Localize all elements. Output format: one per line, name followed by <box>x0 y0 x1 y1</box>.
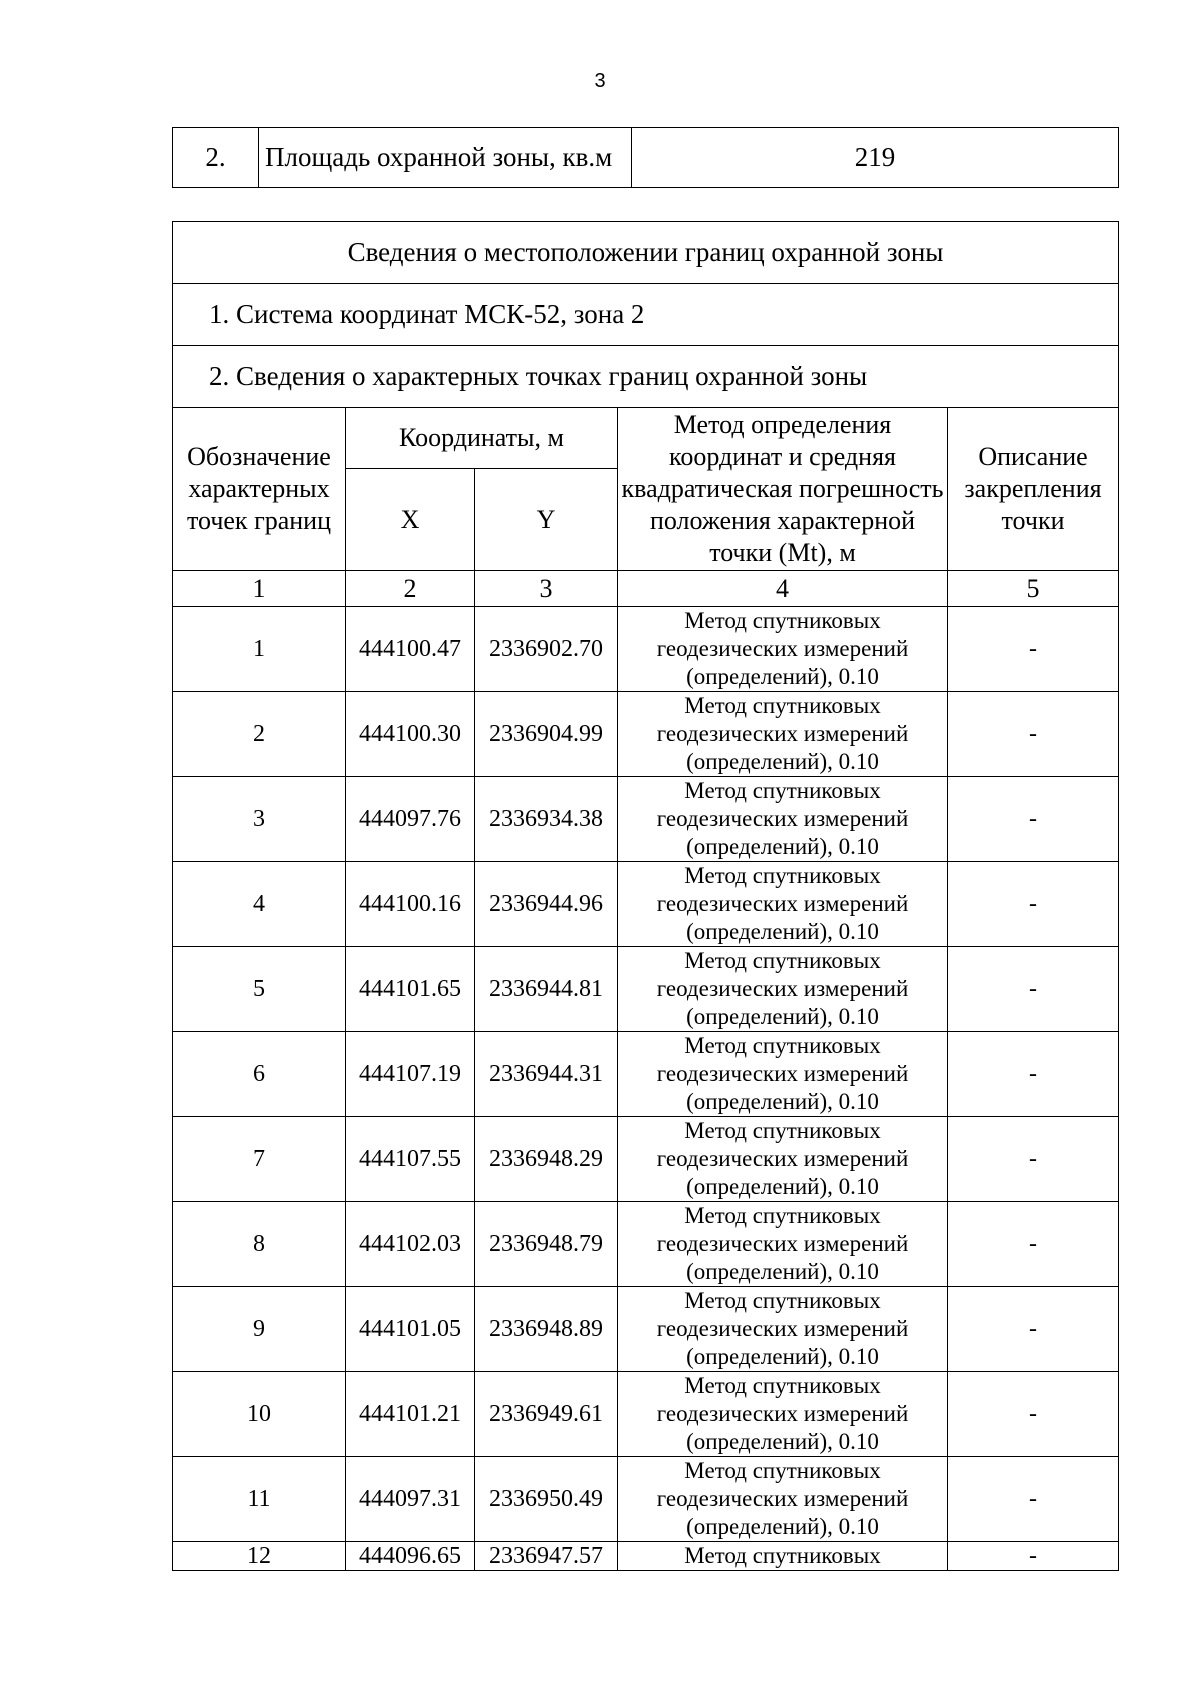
point-number: 3 <box>173 777 346 862</box>
method-line: (определений), 0.10 <box>686 1259 879 1284</box>
point-method <box>618 1032 948 1117</box>
header-coordinates: Координаты, м <box>346 408 618 469</box>
point-description: - <box>948 862 1119 947</box>
point-x: 444100.30 <box>346 692 475 777</box>
points-heading-row <box>173 346 1119 408</box>
point-x: 444096.65 <box>346 1542 475 1571</box>
point-description: - <box>948 607 1119 692</box>
header-row-1 <box>173 408 1119 469</box>
table-row <box>173 1372 1119 1457</box>
point-x: 444101.65 <box>346 947 475 1032</box>
table-caption-row <box>173 222 1119 284</box>
point-number: 4 <box>173 862 346 947</box>
method-line: Метод спутниковых <box>684 1203 881 1228</box>
method-line: геодезических измерений <box>656 806 909 831</box>
column-number: 1 <box>173 571 346 607</box>
coord-system-row <box>173 284 1119 346</box>
column-number-row <box>173 571 1119 607</box>
method-line: геодезических измерений <box>656 976 909 1001</box>
point-number: 5 <box>173 947 346 1032</box>
points-heading: 2. Сведения о характерных точках границ охранной зоны <box>173 346 1119 408</box>
table-row <box>173 692 1119 777</box>
method-line: (определений), 0.10 <box>686 919 879 944</box>
method-line: геодезических измерений <box>656 1231 909 1256</box>
method-line: (определений), 0.10 <box>686 1514 879 1539</box>
point-x: 444102.03 <box>346 1202 475 1287</box>
point-y: 2336948.79 <box>475 1202 618 1287</box>
table-row <box>173 1457 1119 1542</box>
point-method <box>618 607 948 692</box>
point-y: 2336944.96 <box>475 862 618 947</box>
table-row <box>173 1117 1119 1202</box>
point-x: 444097.31 <box>346 1457 475 1542</box>
point-method <box>618 1287 948 1372</box>
point-y: 2336944.81 <box>475 947 618 1032</box>
method-line: (определений), 0.10 <box>686 1089 879 1114</box>
point-y: 2336948.29 <box>475 1117 618 1202</box>
point-description: - <box>948 777 1119 862</box>
point-method <box>618 1457 948 1542</box>
table-row <box>173 777 1119 862</box>
table-row <box>173 862 1119 947</box>
point-description: - <box>948 1032 1119 1117</box>
point-x: 444097.76 <box>346 777 475 862</box>
point-method <box>618 1372 948 1457</box>
header-description: Описание закрепления точки <box>948 408 1119 571</box>
method-line: геодезических измерений <box>656 1061 909 1086</box>
table-row <box>173 607 1119 692</box>
point-method <box>618 862 948 947</box>
method-line: (определений), 0.10 <box>686 1429 879 1454</box>
point-number: 10 <box>173 1372 346 1457</box>
point-method <box>618 692 948 777</box>
column-number: 5 <box>948 571 1119 607</box>
column-number: 4 <box>618 571 948 607</box>
method-line: (определений), 0.10 <box>686 1344 879 1369</box>
point-y: 2336944.31 <box>475 1032 618 1117</box>
point-description: - <box>948 1202 1119 1287</box>
point-number: 8 <box>173 1202 346 1287</box>
table-row <box>173 1542 1119 1571</box>
point-number: 7 <box>173 1117 346 1202</box>
point-y: 2336947.57 <box>475 1542 618 1571</box>
point-x: 444100.47 <box>346 607 475 692</box>
point-method <box>618 1202 948 1287</box>
coord-system: 1. Система координат МСК-52, зона 2 <box>173 284 1119 346</box>
header-method: Метод определения координат и средняя квадратическая погрешность положения характерной точки (Mt), м <box>618 408 948 571</box>
point-x: 444101.05 <box>346 1287 475 1372</box>
point-y: 2336950.49 <box>475 1457 618 1542</box>
point-y: 2336948.89 <box>475 1287 618 1372</box>
point-number: 11 <box>173 1457 346 1542</box>
point-description: - <box>948 1457 1119 1542</box>
point-description: - <box>948 1542 1119 1571</box>
point-description: - <box>948 1287 1119 1372</box>
table-row <box>173 1287 1119 1372</box>
method-line: Метод спутниковых <box>684 1118 881 1143</box>
point-y: 2336934.38 <box>475 777 618 862</box>
point-y: 2336904.99 <box>475 692 618 777</box>
method-line: Метод спутниковых <box>684 608 881 633</box>
point-description: - <box>948 1372 1119 1457</box>
point-y: 2336902.70 <box>475 607 618 692</box>
point-number: 6 <box>173 1032 346 1117</box>
point-x: 444107.19 <box>346 1032 475 1117</box>
point-x: 444101.21 <box>346 1372 475 1457</box>
point-number: 2 <box>173 692 346 777</box>
header-designation: Обозначение характерных точек границ <box>173 408 346 571</box>
table-row <box>173 1032 1119 1117</box>
point-number: 12 <box>173 1542 346 1571</box>
point-method <box>618 777 948 862</box>
method-line: (определений), 0.10 <box>686 1004 879 1029</box>
header-y: Y <box>475 469 618 571</box>
method-line: (определений), 0.10 <box>686 834 879 859</box>
method-line: (определений), 0.10 <box>686 664 879 689</box>
method-line: геодезических измерений <box>656 636 909 661</box>
method-line: геодезических измерений <box>656 1316 909 1341</box>
point-description: - <box>948 1117 1119 1202</box>
area-value: 219 <box>632 128 1119 188</box>
page-number: 3 <box>594 70 606 92</box>
method-line: Метод спутниковых <box>684 778 881 803</box>
table-row <box>173 1202 1119 1287</box>
point-method <box>618 947 948 1032</box>
point-method <box>618 1542 948 1571</box>
point-y: 2336949.61 <box>475 1372 618 1457</box>
method-line: геодезических измерений <box>656 1486 909 1511</box>
method-line: (определений), 0.10 <box>686 1174 879 1199</box>
method-line: геодезических измерений <box>656 721 909 746</box>
point-method <box>618 1117 948 1202</box>
method-line: Метод спутниковых <box>684 1458 881 1483</box>
area-index: 2. <box>173 128 259 188</box>
area-row <box>173 128 1119 188</box>
column-number: 3 <box>475 571 618 607</box>
method-line: Метод спутниковых <box>684 693 881 718</box>
area-label: Площадь охранной зоны, кв.м <box>259 128 632 188</box>
point-number: 9 <box>173 1287 346 1372</box>
method-line: Метод спутниковых <box>684 863 881 888</box>
method-line: Метод спутниковых <box>684 948 881 973</box>
method-line: Метод спутниковых <box>684 1033 881 1058</box>
column-number: 2 <box>346 571 475 607</box>
method-line: Метод спутниковых <box>684 1288 881 1313</box>
point-number: 1 <box>173 607 346 692</box>
method-line: Метод спутниковых <box>684 1543 881 1568</box>
point-x: 444100.16 <box>346 862 475 947</box>
method-line: геодезических измерений <box>656 1146 909 1171</box>
point-description: - <box>948 692 1119 777</box>
method-line: Метод спутниковых <box>684 1373 881 1398</box>
table-row <box>173 947 1119 1032</box>
area-table <box>172 127 1119 188</box>
method-line: геодезических измерений <box>656 1401 909 1426</box>
location-title: Сведения о местоположении границ охранной зоны <box>173 222 1119 284</box>
boundary-points-table <box>172 221 1119 1571</box>
point-x: 444107.55 <box>346 1117 475 1202</box>
method-line: геодезических измерений <box>656 891 909 916</box>
point-description: - <box>948 947 1119 1032</box>
header-x: X <box>346 469 475 571</box>
method-line: (определений), 0.10 <box>686 749 879 774</box>
